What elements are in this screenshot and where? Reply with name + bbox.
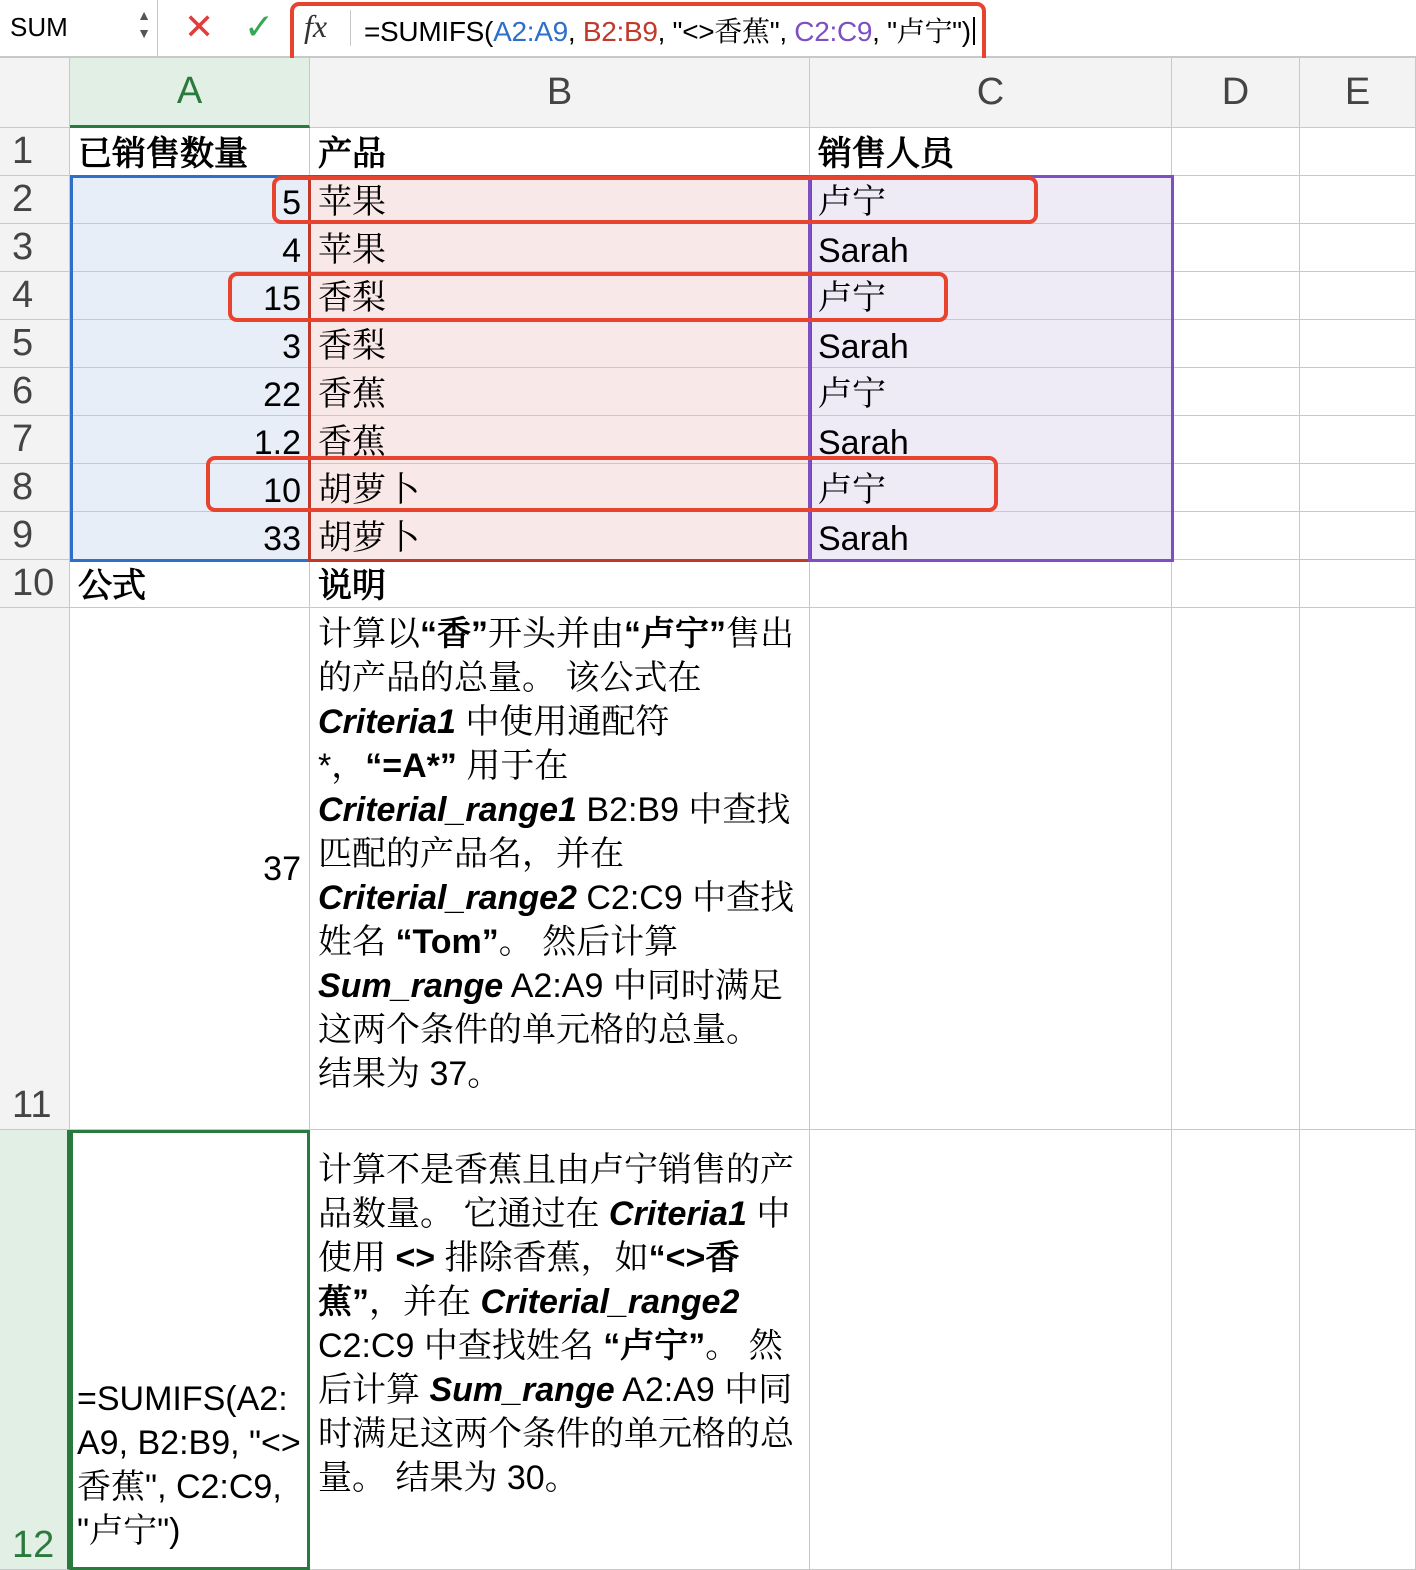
cell-a2[interactable]: 5: [70, 176, 310, 224]
desc-text: B2:B9 中查找匹配的产品名，并在: [318, 791, 791, 873]
cell-b4[interactable]: 香梨: [310, 272, 810, 320]
row-header-5[interactable]: 5: [0, 320, 70, 368]
desc-italic: Criterial_range1: [318, 791, 577, 829]
cell-e12[interactable]: [1300, 1130, 1416, 1570]
cell-d3[interactable]: [1172, 224, 1300, 272]
row-header-3[interactable]: 3: [0, 224, 70, 272]
cell-b6[interactable]: 香蕉: [310, 368, 810, 416]
formula-bar: [0, 0, 1416, 58]
cell-c11[interactable]: [810, 608, 1172, 1130]
select-all-corner[interactable]: [0, 58, 70, 128]
desc-bold: “卢宁”: [624, 615, 726, 653]
cell-b7[interactable]: 香蕉: [310, 416, 810, 464]
enter-formula-button[interactable]: ✓: [244, 6, 275, 47]
cell-b2[interactable]: 苹果: [310, 176, 810, 224]
desc-bold: “卢宁”: [603, 1327, 706, 1365]
cell-d10[interactable]: [1172, 560, 1300, 608]
cell-c7[interactable]: Sarah: [810, 416, 1172, 464]
cell-e7[interactable]: [1300, 416, 1416, 464]
cell-e3[interactable]: [1300, 224, 1416, 272]
cell-b8[interactable]: 胡萝卜: [310, 464, 810, 512]
column-header-b[interactable]: B: [310, 58, 810, 128]
cell-c1[interactable]: 销售人员: [810, 128, 1172, 176]
name-box-stepper-icon[interactable]: ▲ ▼: [137, 7, 151, 41]
desc-text: A2:A9 中同时满足这两个条件的单元格的总量。 结果为 37。: [318, 967, 783, 1093]
cell-d7[interactable]: [1172, 416, 1300, 464]
cell-c9[interactable]: Sarah: [810, 512, 1172, 560]
formula-criteria: , "<>香蕉",: [657, 16, 795, 47]
desc-text: C2:C9 中查找姓名: [318, 1327, 604, 1365]
cell-a11-value: 37: [263, 850, 301, 888]
cell-a1[interactable]: 已销售数量: [70, 128, 310, 176]
formula-ref-b: B2:B9: [582, 16, 658, 47]
name-box-value: SUM: [10, 12, 68, 42]
cell-b10[interactable]: 说明: [310, 560, 810, 608]
formula-bar-divider: [350, 10, 351, 46]
row-header-12[interactable]: 12: [0, 1130, 70, 1570]
cell-c4[interactable]: 卢宁: [810, 272, 1172, 320]
desc-bold: “<>香蕉”: [318, 1239, 740, 1321]
cell-b9[interactable]: 胡萝卜: [310, 512, 810, 560]
cell-e2[interactable]: [1300, 176, 1416, 224]
cell-c8[interactable]: 卢宁: [810, 464, 1172, 512]
text-caret: [973, 17, 975, 45]
cell-e4[interactable]: [1300, 272, 1416, 320]
formula-sep: ,: [567, 16, 583, 47]
desc-italic: Criteria1: [318, 703, 456, 741]
row-header-8[interactable]: 8: [0, 464, 70, 512]
name-box[interactable]: [0, 0, 158, 56]
formula-suffix: , "卢宁"): [872, 16, 971, 47]
row-header-1[interactable]: 1: [0, 128, 70, 176]
cell-a7[interactable]: 1.2: [70, 416, 310, 464]
desc-text: 。 然后计算: [498, 923, 679, 961]
cell-d4[interactable]: [1172, 272, 1300, 320]
desc-text: A2:A9 中同时满足这两个条件的单元格的总量。 结果为 30。: [318, 1371, 794, 1497]
desc-text: 售出的产品的总量。 该公式在: [318, 615, 794, 697]
cell-d2[interactable]: [1172, 176, 1300, 224]
insert-function-icon[interactable]: fx: [304, 8, 328, 44]
cell-a4[interactable]: 15: [70, 272, 310, 320]
row-header-6[interactable]: 6: [0, 368, 70, 416]
cell-b5[interactable]: 香梨: [310, 320, 810, 368]
cell-b12[interactable]: [310, 1130, 810, 1570]
cell-e11[interactable]: [1300, 608, 1416, 1130]
cell-a10[interactable]: 公式: [70, 560, 310, 608]
cell-d5[interactable]: [1172, 320, 1300, 368]
cell-b3[interactable]: 苹果: [310, 224, 810, 272]
cell-a8[interactable]: 10: [70, 464, 310, 512]
cell-d8[interactable]: [1172, 464, 1300, 512]
cell-c3[interactable]: Sarah: [810, 224, 1172, 272]
formula-prefix: =SUMIFS(: [364, 16, 494, 47]
desc-text: 用于在: [456, 747, 569, 785]
desc-bold: <>: [395, 1239, 436, 1277]
desc-text: 中使用通配符 *，: [318, 703, 670, 785]
desc-bold: “香”: [420, 615, 488, 653]
cell-a3[interactable]: 4: [70, 224, 310, 272]
formula-ref-c: C2:C9: [794, 16, 873, 47]
desc-italic: Criterial_range2: [480, 1283, 740, 1321]
cell-d11[interactable]: [1172, 608, 1300, 1130]
desc-italic: Criteria1: [608, 1195, 747, 1233]
desc-text: 计算以: [318, 615, 420, 653]
desc-text: 开头并由: [488, 615, 624, 653]
row-header-10[interactable]: 10: [0, 560, 70, 608]
formula-input[interactable]: [364, 10, 975, 50]
desc-text: ，并在: [369, 1283, 481, 1321]
cell-a12-formula: =SUMIFS(A2:A9, B2:B9, "<>香蕉", C2:C9, "卢宁"): [77, 1380, 301, 1550]
cell-a12-active[interactable]: [70, 1130, 310, 1570]
cell-e9[interactable]: [1300, 512, 1416, 560]
column-header-c[interactable]: C: [810, 58, 1172, 128]
cell-e8[interactable]: [1300, 464, 1416, 512]
row-header-11[interactable]: 11: [0, 608, 70, 1130]
column-header-a[interactable]: A: [70, 58, 310, 128]
row-header-4[interactable]: 4: [0, 272, 70, 320]
desc-text: 排除香蕉，如: [435, 1239, 649, 1277]
cell-b1[interactable]: 产品: [310, 128, 810, 176]
cell-a9[interactable]: 33: [70, 512, 310, 560]
row-header-2[interactable]: 2: [0, 176, 70, 224]
desc-italic: Sum_range: [429, 1371, 615, 1409]
column-header-e[interactable]: E: [1300, 58, 1416, 128]
cell-b11[interactable]: [310, 608, 810, 1130]
cell-e10[interactable]: [1300, 560, 1416, 608]
cell-d12[interactable]: [1172, 1130, 1300, 1570]
row-header-9[interactable]: 9: [0, 512, 70, 560]
desc-bold: “=A*”: [365, 747, 457, 785]
desc-italic: Criterial_range2: [318, 879, 577, 917]
cell-e5[interactable]: [1300, 320, 1416, 368]
desc-italic: Sum_range: [318, 967, 504, 1005]
cancel-formula-button[interactable]: ✕: [184, 6, 215, 47]
cell-c2[interactable]: 卢宁: [810, 176, 1172, 224]
formula-ref-a: A2:A9: [493, 16, 568, 47]
cell-c5[interactable]: Sarah: [810, 320, 1172, 368]
cell-e6[interactable]: [1300, 368, 1416, 416]
cell-e1[interactable]: [1300, 128, 1416, 176]
cell-c6[interactable]: 卢宁: [810, 368, 1172, 416]
desc-text: 中使用: [318, 1195, 791, 1277]
row-header-7[interactable]: 7: [0, 416, 70, 464]
desc-text: C2:C9 中查找姓名: [318, 879, 795, 961]
cell-d6[interactable]: [1172, 368, 1300, 416]
column-header-d[interactable]: D: [1172, 58, 1300, 128]
desc-text: 。 然后计算: [318, 1327, 783, 1409]
cell-a6[interactable]: 22: [70, 368, 310, 416]
cell-c10[interactable]: [810, 560, 1172, 608]
desc-text: 计算不是香蕉且由卢宁销售的产品数量。 它通过在: [318, 1151, 794, 1233]
cell-a11[interactable]: [70, 608, 310, 1130]
cell-c12[interactable]: [810, 1130, 1172, 1570]
cell-d9[interactable]: [1172, 512, 1300, 560]
cell-a5[interactable]: 3: [70, 320, 310, 368]
desc-bold: “Tom”: [395, 923, 499, 961]
cell-d1[interactable]: [1172, 128, 1300, 176]
